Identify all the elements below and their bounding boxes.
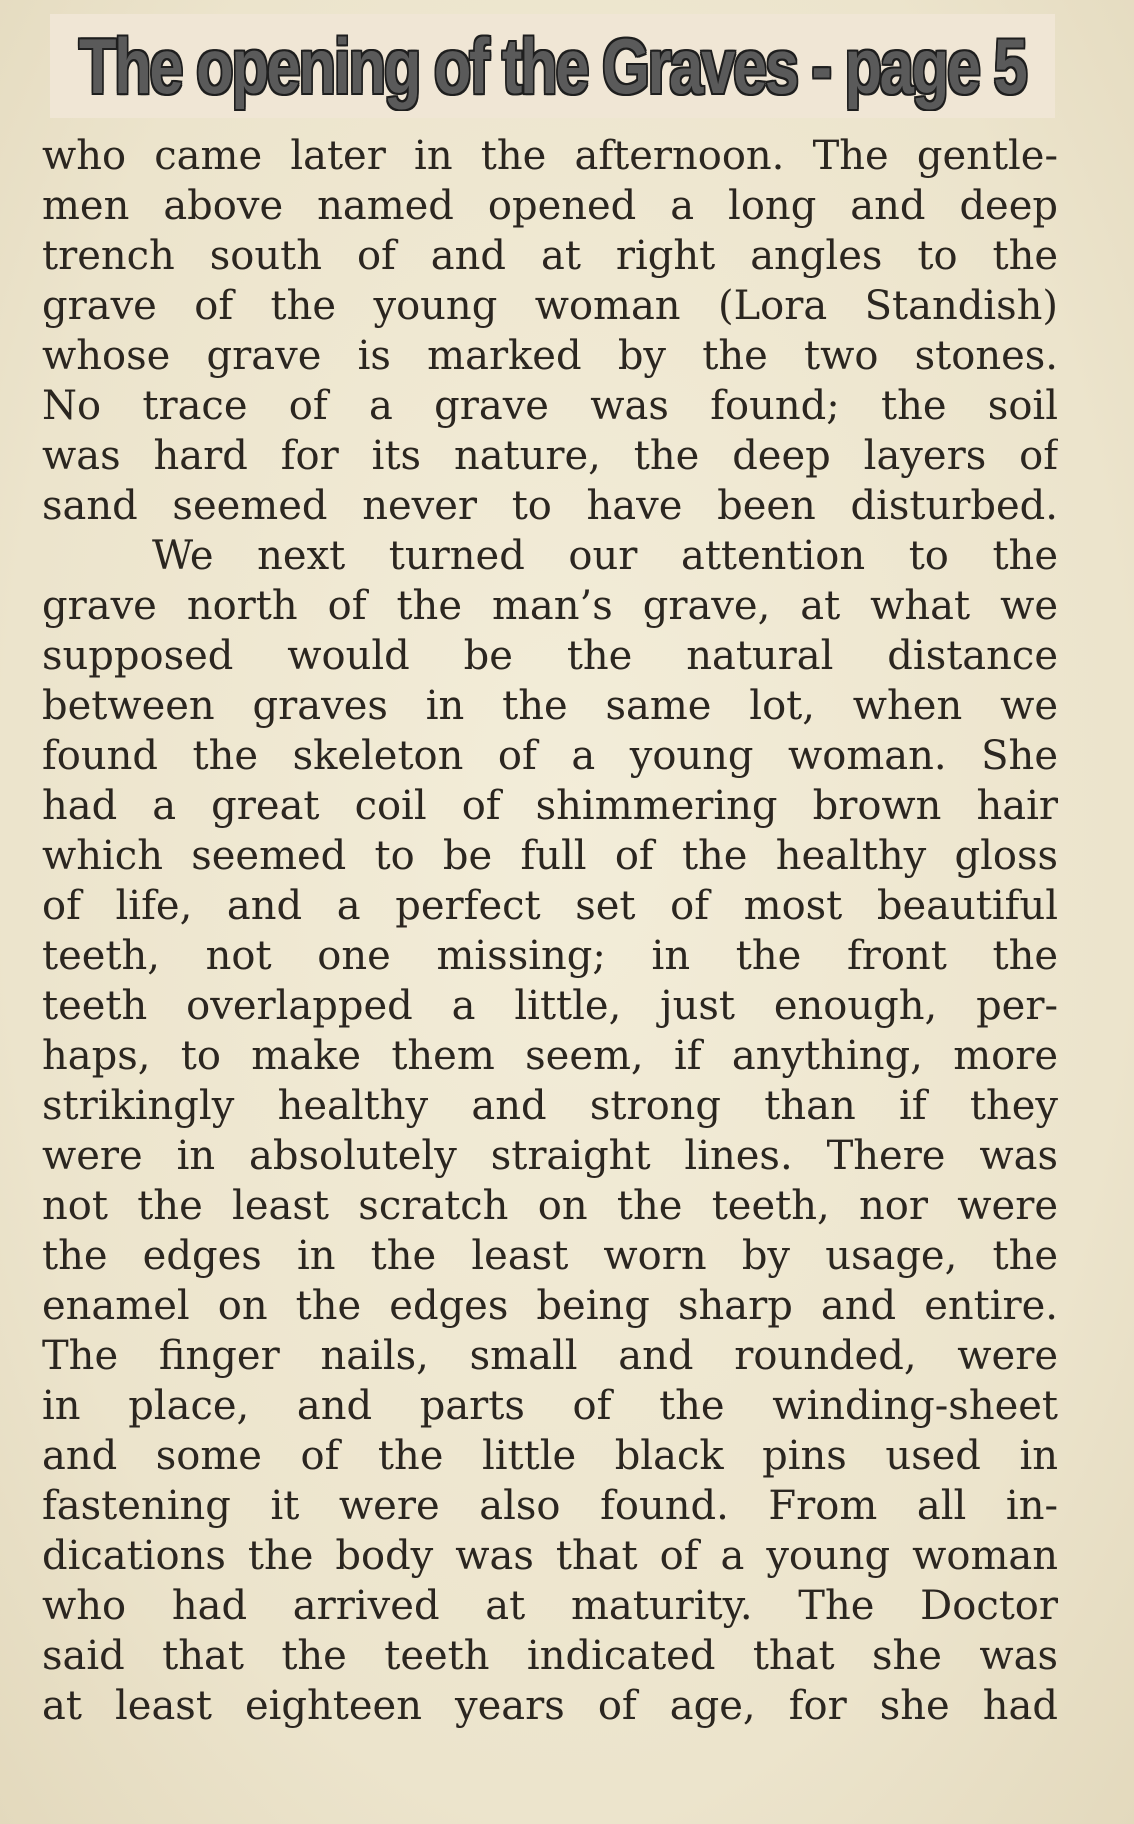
text-line: which seemed to be full of the healthy gloss bbox=[42, 833, 1058, 879]
text-line: grave of the young woman (Lora Standish) bbox=[42, 283, 1058, 329]
text-line: and some of the little black pins used in bbox=[42, 1433, 1058, 1479]
text-line: men above named opened a long and deep bbox=[42, 183, 1058, 229]
text-line: said that the teeth indicated that she was bbox=[42, 1633, 1058, 1679]
text-line: trench south of and at right angles to the bbox=[42, 233, 1058, 279]
text-line: strikingly healthy and strong than if they bbox=[42, 1083, 1058, 1129]
text-line: fastening it were also found. From all in- bbox=[42, 1483, 1058, 1529]
title-banner bbox=[50, 14, 1055, 118]
text-line: whose grave is marked by the two stones. bbox=[42, 333, 1058, 379]
paragraph-start-line: We next turned our attention to the bbox=[152, 533, 1058, 579]
text-line: the edges in the least worn by usage, the bbox=[42, 1233, 1058, 1279]
text-line: of life, and a perfect set of most beautiful bbox=[42, 883, 1058, 929]
text-line: haps, to make them seem, if anything, more bbox=[42, 1033, 1058, 1079]
text-line: dications the body was that of a young woman bbox=[42, 1533, 1058, 1579]
page-title: The opening of the Graves - page 5 bbox=[79, 22, 1026, 110]
text-line: enamel on the edges being sharp and entire. bbox=[42, 1283, 1058, 1329]
text-line: in place, and parts of the winding-sheet bbox=[42, 1383, 1058, 1429]
text-line: found the skeleton of a young woman. She bbox=[42, 733, 1058, 779]
article-body bbox=[42, 131, 1058, 1731]
text-line: The finger nails, small and rounded, were bbox=[42, 1333, 1058, 1379]
text-line: who had arrived at maturity. The Doctor bbox=[42, 1583, 1058, 1629]
text-line: supposed would be the natural distance bbox=[42, 633, 1058, 679]
text-line: sand seemed never to have been disturbed. bbox=[42, 483, 1058, 529]
text-line: had a great coil of shimmering brown hair bbox=[42, 783, 1058, 829]
text-line: No trace of a grave was found; the soil bbox=[42, 383, 1058, 429]
text-line: at least eighteen years of age, for she had bbox=[42, 1683, 1058, 1729]
text-line: teeth overlapped a little, just enough, per- bbox=[42, 983, 1058, 1029]
text-line: who came later in the afternoon. The gentle- bbox=[42, 133, 1058, 179]
text-line: grave north of the man’s grave, at what we bbox=[42, 583, 1058, 629]
text-line: between graves in the same lot, when we bbox=[42, 683, 1058, 729]
text-line: was hard for its nature, the deep layers of bbox=[42, 433, 1058, 479]
text-line: not the least scratch on the teeth, nor were bbox=[42, 1183, 1058, 1229]
text-line: were in absolutely straight lines. There was bbox=[42, 1133, 1058, 1179]
text-line: teeth, not one missing; in the front the bbox=[42, 933, 1058, 979]
